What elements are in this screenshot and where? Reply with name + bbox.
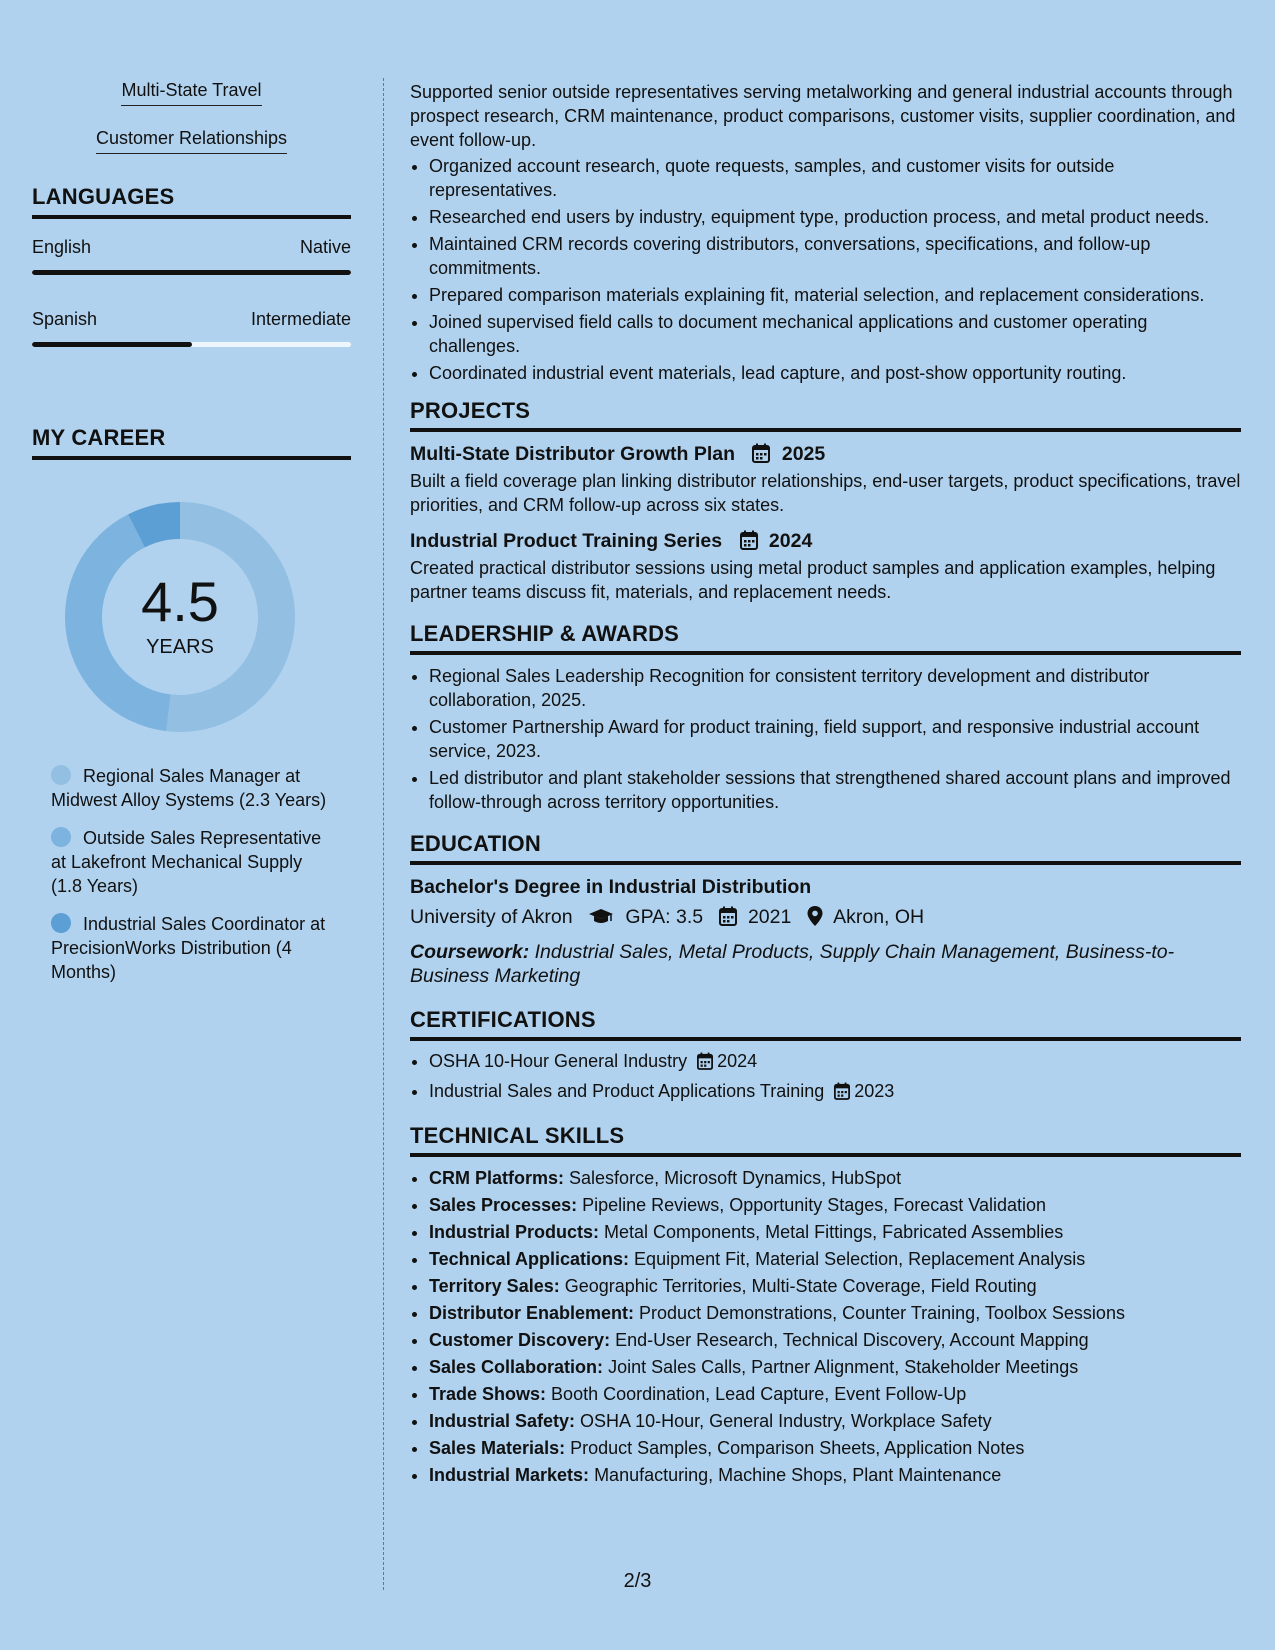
skill-item	[429, 1301, 1241, 1325]
skill-item	[429, 1328, 1241, 1352]
language-name: English	[32, 237, 92, 257]
list-item: • Led distributor and plant stakeholder sessions that strengthened shared account plans and improved follow-through across territory opportunities.	[429, 766, 1241, 814]
list-item: • Prepared comparison materials explaining fit, material selection, and replacement considerations.	[429, 283, 1241, 307]
skill-item	[429, 1247, 1241, 1271]
calendar-icon	[740, 530, 758, 556]
skill-category: Industrial Markets:	[429, 1465, 590, 1485]
projects-section	[410, 399, 1241, 604]
education-meta	[410, 905, 1241, 932]
project-name: Multi-State Distributor Growth Plan	[410, 443, 735, 465]
skill-category: Industrial Safety:	[429, 1411, 576, 1431]
skills-list	[410, 1166, 1241, 1487]
language-item	[32, 237, 351, 275]
coursework-label: Coursework:	[410, 941, 530, 963]
list-item: • Organized account research, quote requests, samples, and customer visits for outside representatives.	[429, 154, 1241, 202]
skill-category: CRM Platforms:	[429, 1168, 565, 1188]
legend-dot-icon	[51, 913, 71, 933]
skill-category: Customer Discovery:	[429, 1330, 611, 1350]
education-heading: EDUCATION	[410, 832, 1241, 865]
project-item	[410, 442, 1241, 517]
strength-item: Multi-State Travel	[32, 80, 351, 106]
career-unit: YEARS	[146, 636, 214, 658]
right-column	[410, 80, 1241, 1490]
skill-category: Industrial Products:	[429, 1222, 600, 1242]
list-item: • Customer Partnership Award for product training, field support, and responsive industrial account service, 2023.	[429, 715, 1241, 763]
skill-item	[429, 1274, 1241, 1298]
skills-heading: TECHNICAL SKILLS	[410, 1124, 1241, 1157]
skill-item	[429, 1382, 1241, 1406]
language-name: Spanish	[32, 309, 98, 329]
skill-values: Equipment Fit, Material Selection, Replacement Analysis	[634, 1249, 1086, 1269]
skill-values: End-User Research, Technical Discovery, Account Mapping	[615, 1330, 1089, 1350]
skill-values: Manufacturing, Machine Shops, Plant Maintenance	[594, 1465, 1002, 1485]
project-item	[410, 529, 1241, 604]
location-pin-icon	[807, 906, 823, 932]
certification-item: • OSHA 10-Hour General Industry 2024	[429, 1049, 1241, 1076]
skill-values: OSHA 10-Hour, General Industry, Workplace Safety	[580, 1411, 992, 1431]
education-section	[410, 832, 1241, 988]
degree-title: Bachelor's Degree in Industrial Distribution	[410, 876, 812, 898]
list-item: • Coordinated industrial event materials, lead capture, and post-show opportunity routing.	[429, 361, 1241, 385]
skill-values: Metal Components, Metal Fittings, Fabricated Assemblies	[604, 1222, 1064, 1242]
skill-values: Geographic Territories, Multi-State Coverage, Field Routing	[564, 1276, 1037, 1296]
project-description: Created practical distributor sessions using metal product samples and application examples, helping partner teams discuss fit, materials, and replacement needs.	[410, 558, 1216, 602]
skill-values: Product Demonstrations, Counter Training, Toolbox Sessions	[639, 1303, 1125, 1323]
skills-section	[410, 1124, 1241, 1487]
certifications-heading: CERTIFICATIONS	[410, 1008, 1241, 1041]
skill-item	[429, 1220, 1241, 1244]
school-name: University of Akron	[410, 906, 573, 928]
project-year: 2024	[768, 530, 813, 552]
strength-item: Customer Relationships	[32, 128, 351, 154]
projects-heading: PROJECTS	[410, 399, 1241, 432]
skill-values: Salesforce, Microsoft Dynamics, HubSpot	[569, 1168, 902, 1188]
skill-category: Technical Applications:	[429, 1249, 630, 1269]
skill-category: Distributor Enablement:	[429, 1303, 635, 1323]
coursework	[410, 940, 1241, 988]
list-item: • Regional Sales Leadership Recognition for consistent territory development and distributor collaboration, 2025.	[429, 664, 1241, 712]
career-heading: MY CAREER	[32, 425, 351, 460]
skill-item	[429, 1355, 1241, 1379]
skill-values: Pipeline Reviews, Opportunity Stages, Forecast Validation	[582, 1195, 1047, 1215]
skill-values: Product Samples, Comparison Sheets, Application Notes	[570, 1438, 1025, 1458]
experience-continued	[410, 80, 1241, 385]
calendar-icon	[697, 1052, 713, 1076]
skill-item	[429, 1166, 1241, 1190]
skill-category: Sales Collaboration:	[429, 1357, 604, 1377]
certification-item: • Industrial Sales and Product Applications Training 2023	[429, 1079, 1241, 1106]
languages-section	[32, 184, 351, 347]
coursework-list: Industrial Sales, Metal Products, Supply Chain Management, Business-to-Business Marketing	[410, 941, 1175, 987]
experience-bullets	[410, 154, 1241, 385]
leadership-heading: LEADERSHIP & AWARDS	[410, 622, 1241, 655]
skill-item	[429, 1463, 1241, 1487]
project-year: 2025	[781, 443, 826, 465]
skill-category: Sales Processes:	[429, 1195, 578, 1215]
graduation-cap-icon	[588, 908, 614, 932]
gpa: GPA: 3.5	[625, 906, 704, 928]
skill-item	[429, 1436, 1241, 1460]
legend-dot-icon	[51, 827, 71, 847]
list-item: • Researched end users by industry, equipment type, production process, and metal product needs.	[429, 205, 1241, 229]
career-total-years: 4.5	[141, 570, 219, 633]
skill-values: Joint Sales Calls, Partner Alignment, Stakeholder Meetings	[608, 1357, 1079, 1377]
page-number: 2/3	[623, 1570, 652, 1592]
skill-category: Territory Sales:	[429, 1276, 560, 1296]
certifications-section	[410, 1008, 1241, 1106]
skill-values: Booth Coordination, Lead Capture, Event Follow-Up	[551, 1384, 967, 1404]
education-location: Akron, OH	[833, 906, 925, 928]
legend-dot-icon	[51, 765, 71, 785]
career-legend-item: Industrial Sales Coordinator at PrecisionWorks Distribution (4 Months)	[51, 914, 326, 982]
language-level: Native	[299, 237, 351, 257]
experience-summary: Supported senior outside representatives serving metalworking and general industrial accounts through prospect research, CRM maintenance, product comparisons, customer visits, supplier coordination, and event follow-up.	[410, 82, 1236, 150]
language-proficiency-bar	[32, 342, 351, 347]
calendar-icon	[752, 443, 770, 469]
skill-item	[429, 1193, 1241, 1217]
languages-heading: LANGUAGES	[32, 184, 351, 219]
project-description: Built a field coverage plan linking distributor relationships, end-user targets, product specifications, travel priorities, and CRM follow-up across six states.	[410, 471, 1241, 515]
skill-category: Sales Materials:	[429, 1438, 566, 1458]
column-divider	[383, 78, 384, 1590]
career-donut-chart	[65, 502, 295, 732]
career-legend-item: Outside Sales Representative at Lakefront Mechanical Supply (1.8 Years)	[51, 828, 322, 896]
career-legend-item: Regional Sales Manager at Midwest Alloy Systems (2.3 Years)	[51, 766, 327, 810]
project-name: Industrial Product Training Series	[410, 530, 723, 552]
leadership-section	[410, 622, 1241, 814]
graduation-year: 2021	[747, 906, 792, 928]
list-item: • Maintained CRM records covering distributors, conversations, specifications, and follow-up commitments.	[429, 232, 1241, 280]
list-item: • Joined supervised field calls to document mechanical applications and customer operating challenges.	[429, 310, 1241, 358]
skill-item	[429, 1409, 1241, 1433]
language-level: Intermediate	[250, 309, 351, 329]
language-item	[32, 309, 351, 347]
calendar-icon	[719, 906, 737, 932]
career-section	[32, 425, 351, 984]
career-legend	[51, 764, 336, 984]
skill-category: Trade Shows:	[429, 1384, 547, 1404]
calendar-icon	[834, 1082, 850, 1106]
left-column	[32, 80, 351, 998]
